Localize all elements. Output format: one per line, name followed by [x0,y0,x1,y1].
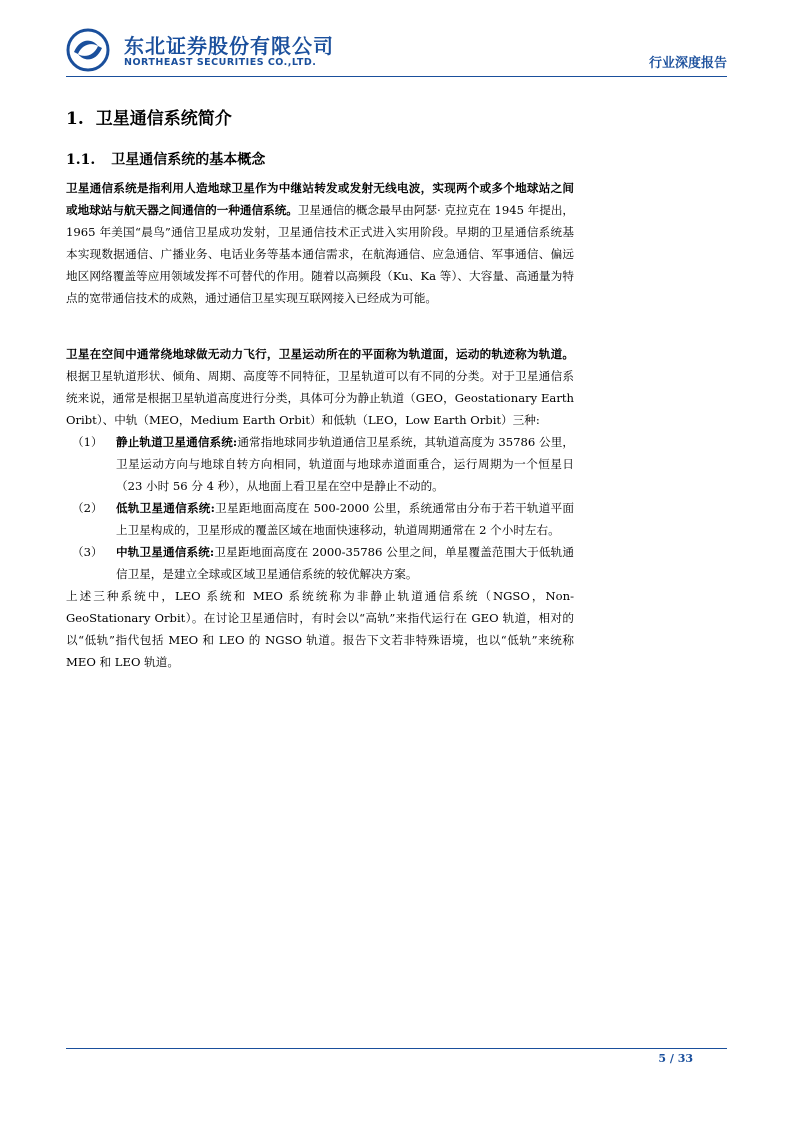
page-number: 5 / 33 [658,1052,693,1065]
company-logo-icon [66,28,114,72]
list-marker: （3） [72,545,103,559]
subsection-heading [66,149,265,169]
list-term: 中轨卫星通信系统: [116,545,215,559]
subsection-title: 卫星通信系统的基本概念 [111,152,266,168]
list-item-meo [66,541,574,585]
paragraph-lead: 卫星通信系统是指利用人造地球卫星作为中继站转发或发射无线电波，实现两个或多个地球站之间或地球站与航天器之间通信的一种通信系统。 [66,181,574,217]
report-type-label: 行业深度报告 [648,56,727,71]
list-marker: （1） [72,435,103,449]
list-term: 低轨卫星通信系统: [116,501,215,515]
paragraph-orbits [66,343,574,673]
company-name-en: NORTHEAST SECURITIES CO.,LTD. [124,57,317,68]
paragraph-text: 卫星通信的概念最早由阿瑟· 克拉克在 1945 年提出，1965 年美国“晨鸟”通信卫星成功发射，卫星通信技术正式进入实用阶段。早期的卫星通信系统基本实现数据通信、广播业务、电话业务等基本通信需求，在航海通信、应急通信、军事通信、偏远地区网络覆盖等应用领域发挥不可替代的作用。随着以高频段（Ku、Ka 等）、大容量、高通量为特点的宽带通信技术的成熟，通过通信卫星实现互联网接入已经成为可能。 [66,203,575,305]
list-text: 卫星距地面高度在 2000-35786 公里之间，单星覆盖范围大于低轨通信卫星，是建立全球或区域卫星通信系统的较优解决方案。 [116,545,574,581]
list-term: 静止轨道卫星通信系统: [116,435,238,449]
subsection-number: 1.1. [66,152,96,168]
orbit-intro [66,343,574,431]
list-text: 卫星距地面高度在 500-2000 公里，系统通常由分布于若干轨道平面上卫星构成的，卫星形成的覆盖区域在地面快速移动，轨道周期通常在 2 个小时左右。 [116,501,574,537]
section-title: 卫星通信系统简介 [95,109,232,129]
list-text: 通常指地球同步轨道通信卫星系统，其轨道高度为 35786 公里，卫星运动方向与地球自转方向相同，轨道面与地球赤道面重合，运行周期为一个恒星日（23 小时 56 分 4 秒），从地面上看卫星在空中是静止不动的。 [116,435,574,493]
paragraph-definition [66,177,574,309]
section-number: 1. [66,109,84,129]
closing-paragraph: 上述三种系统中，LEO 系统和 MEO 系统统称为非静止轨道通信系统（NGSO，Non-GeoStationary Orbit）。在讨论卫星通信时，有时会以“高轨”来指代运行在 GEO 轨道，相对的以“低轨”指代包括 MEO 和 LEO 的 NGSO 轨道。报告下文若非特殊语境，也以“低轨”来统称 MEO 和 LEO 轨道。 [66,589,574,669]
company-name-cn: 东北证券股份有限公司 [124,34,334,58]
section-heading [66,104,232,129]
list-item-leo [66,497,574,541]
paragraph-lead: 卫星在空间中通常绕地球做无动力飞行，卫星运动所在的平面称为轨道面，运动的轨迹称为轨道。 [66,347,574,361]
list-marker: （2） [72,501,103,515]
paragraph-text: 根据卫星轨道形状、倾角、周期、高度等不同特征，卫星轨道可以有不同的分类。对于卫星通信系统来说，通常是根据卫星轨道高度进行分类，具体可分为静止轨道（GEO，Geostationary Earth Oribt）、中轨（MEO，Medium Earth Orbit）和低轨（LEO，Low Earth Orbit）三种: [66,369,574,427]
header-divider [66,76,727,77]
list-item-geo [66,431,574,497]
page-header [66,28,727,78]
footer-divider [66,1048,727,1049]
